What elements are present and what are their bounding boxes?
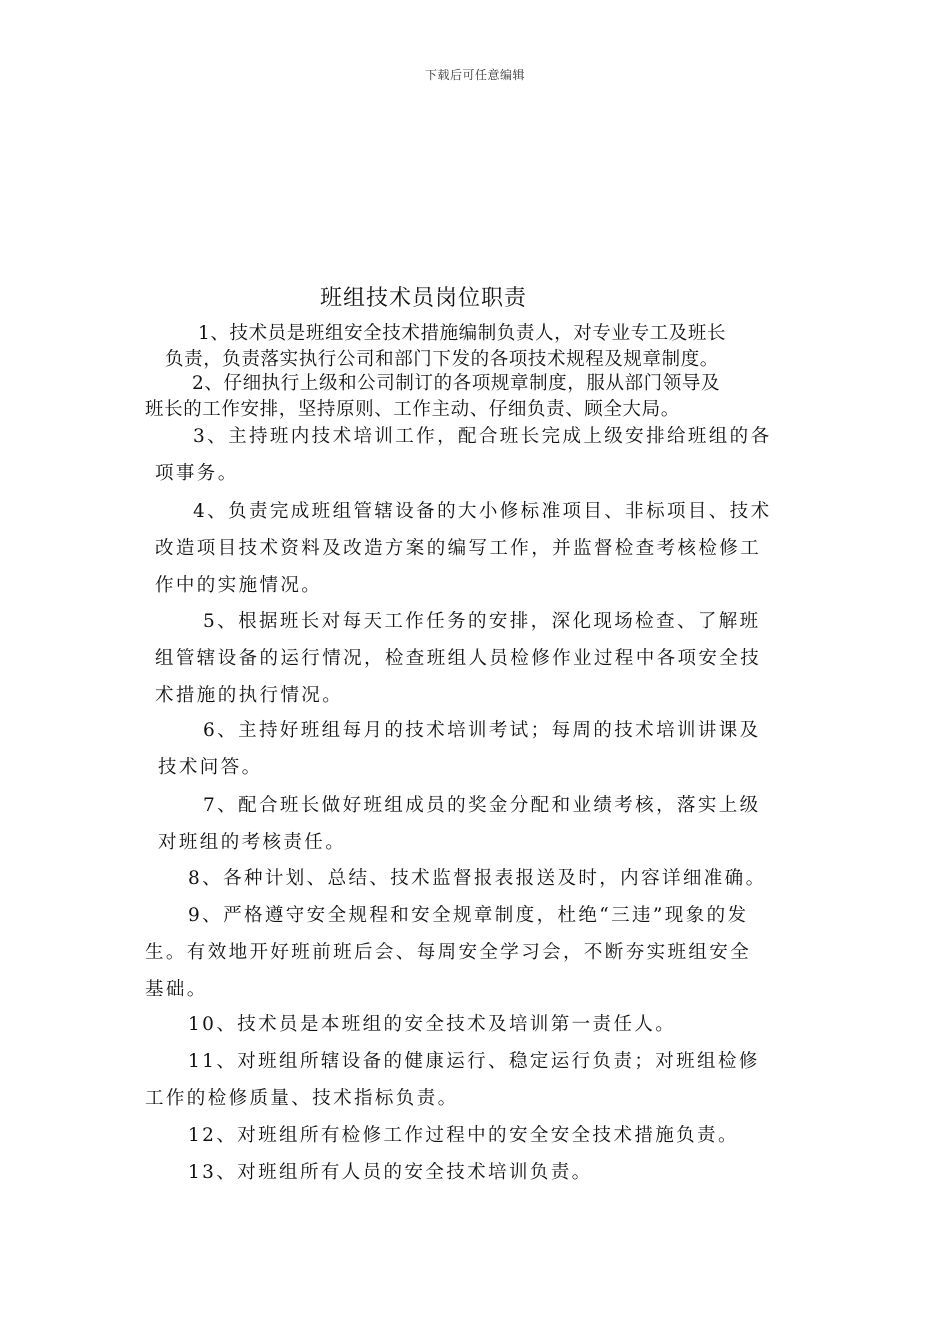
duty-item-5-line-3: 术措施的执行情况。 <box>155 685 344 706</box>
duty-item-2-line-1: 2、仔细执行上级和公司制订的各项规章制度，服从部门领导及 <box>192 373 721 394</box>
duty-item-6 <box>158 712 761 786</box>
duty-item-7-line-1: 7、配合班长做好班组成员的奖金分配和业绩考核，落实上级 <box>203 795 761 816</box>
duty-item-9-line-1: 9、严格遵守安全规程和安全规章制度，杜绝“三违”现象的发 <box>188 905 749 926</box>
duty-item-5-line-2: 组管辖设备的运行情况，检查班组人员检修作业过程中各项安全技 <box>155 648 762 669</box>
duty-item-1-line-2: 负责，负责落实执行公司和部门下发的各项技术规程及规章制度。 <box>165 349 719 370</box>
duty-item-2 <box>145 371 720 423</box>
duty-item-10-line-1: 10、技术员是本班组的安全技术及培训第一责任人。 <box>188 1014 677 1035</box>
document-title: 班组技术员岗位职责 <box>320 286 528 311</box>
duty-item-8-line-1: 8、各种计划、总结、技术监督报表报送及时，内容详细准确。 <box>188 868 767 889</box>
duty-item-4-line-2: 改造项目技术资料及改造方案的编写工作，并监督检查考核检修工 <box>155 538 762 559</box>
duty-item-1-line-1: 1、技术员是班组安全技术措施编制负责人，对专业专工及班长 <box>198 323 727 344</box>
duty-item-3-line-1: 3、主持班内技术培训工作，配合班长完成上级安排给班组的各 <box>193 426 772 447</box>
duty-item-4-line-3: 作中的实施情况。 <box>155 575 323 596</box>
duty-item-5-line-1: 5、根据班长对每天工作任务的安排，深化现场检查、了解班 <box>203 611 761 632</box>
duty-item-12-line-1: 12、对班组所有检修工作过程中的安全安全技术措施负责。 <box>188 1125 739 1146</box>
duty-item-9 <box>145 897 751 1008</box>
duty-item-9-line-2: 生。有效地开好班前班后会、每周安全学习会，不断夯实班组安全 <box>145 942 752 963</box>
header-note: 下载后可任意编辑 <box>424 68 525 82</box>
duty-item-11-line-2: 工作的检修质量、技术指标负责。 <box>145 1088 459 1109</box>
duty-item-11 <box>145 1043 760 1117</box>
duty-item-13-line-1: 13、对班组所有人员的安全技术培训负责。 <box>188 1162 593 1183</box>
duty-item-6-line-1: 6、主持好班组每月的技术培训考试；每周的技术培训讲课及 <box>203 720 761 741</box>
duty-item-10 <box>188 1006 676 1043</box>
duty-item-13 <box>188 1154 593 1191</box>
duty-item-4-line-1: 4、负责完成班组管辖设备的大小修标准项目、非标项目、技术 <box>193 501 772 522</box>
duty-item-8 <box>188 860 766 897</box>
duty-item-9-line-3: 基础。 <box>145 979 208 1000</box>
duty-item-11-line-1: 11、对班组所辖设备的健康运行、稳定运行负责；对班组检修 <box>188 1051 760 1072</box>
duty-item-3-line-2: 项事务。 <box>155 463 239 484</box>
duty-item-7-line-2: 对班组的考核责任。 <box>158 832 347 853</box>
duty-item-3 <box>155 418 771 492</box>
duty-item-1 <box>165 321 726 373</box>
duty-item-6-line-2: 技术问答。 <box>158 757 263 778</box>
duty-item-12 <box>188 1117 739 1154</box>
duty-item-5 <box>155 603 761 714</box>
duty-item-4 <box>155 493 771 604</box>
duty-item-2-line-2: 班长的工作安排，坚持原则、工作主动、仔细负责、顾全大局。 <box>145 399 680 420</box>
duty-item-7 <box>158 787 761 861</box>
